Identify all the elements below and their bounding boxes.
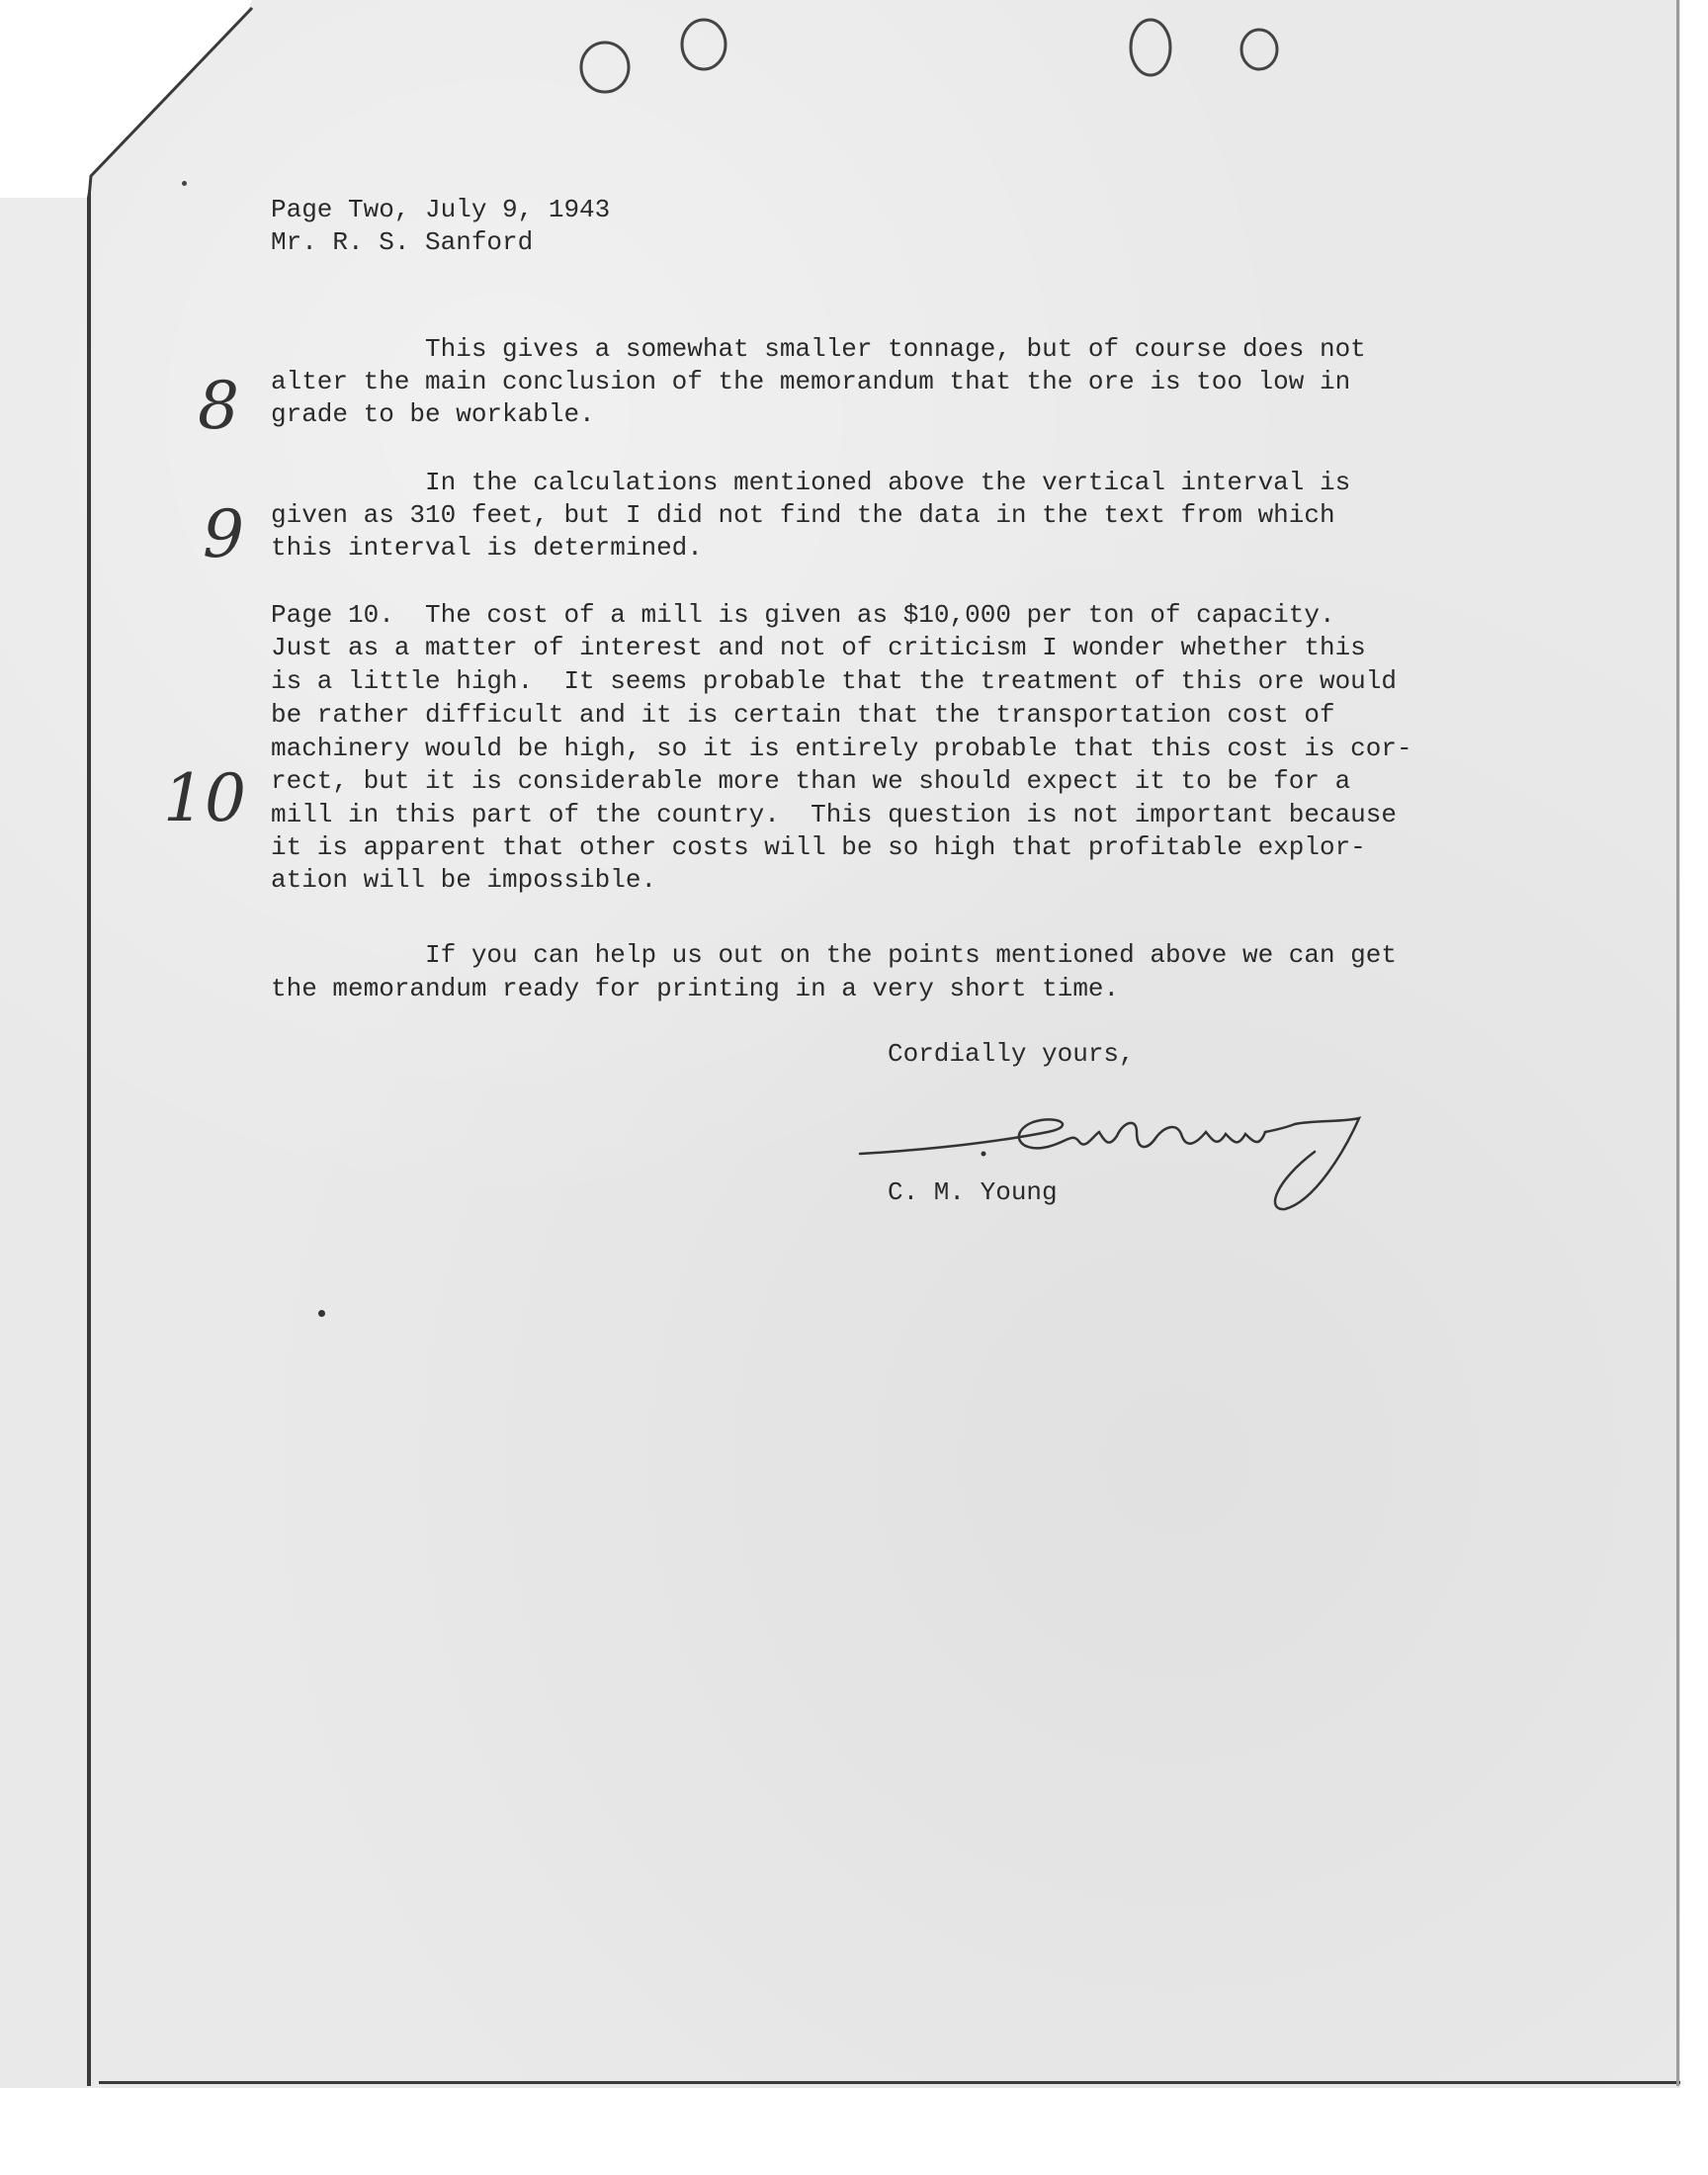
paragraph-line: is a little high. It seems probable that the treatment of this ore would (271, 666, 1397, 696)
paragraph-line: mill in this part of the country. This question is not important because (271, 800, 1397, 829)
page-left-edge (87, 178, 91, 2086)
paragraph-line: alter the main conclusion of the memorandum that the ore is too low in (271, 367, 1351, 396)
paragraph-line: If you can help us out on the points mentioned above we can get (271, 940, 1397, 970)
speck (318, 1310, 325, 1317)
page-bottom-edge (99, 2081, 1680, 2084)
paragraph-line: Just as a matter of interest and not of criticism I wonder whether this (271, 633, 1366, 662)
paragraph-line: machinery would be high, so it is entirely probable that this cost is cor- (271, 734, 1412, 763)
page-header-date: Page Two, July 9, 1943 (271, 195, 611, 224)
torn-corner (0, 0, 297, 198)
margin-note-9: 9 (203, 496, 244, 572)
paragraph-line: Page 10. The cost of a mill is given as $10,000 per ton of capacity. (271, 600, 1335, 630)
paragraph-line: the memorandum ready for printing in a very short time. (271, 974, 1120, 1003)
paragraph-line: In the calculations mentioned above the vertical interval is (271, 468, 1351, 497)
paragraph-line: given as 310 feet, but I did not find the data in the text from which (271, 500, 1335, 530)
page-right-edge (1676, 0, 1679, 2086)
speck (182, 181, 187, 186)
hole-punch-marks (554, 0, 1305, 109)
margin-note-8: 8 (198, 368, 239, 444)
paragraph-line: grade to be workable. (271, 399, 595, 429)
paragraph-line: rect, but it is considerable more than we should expect it to be for a (271, 766, 1351, 796)
paragraph-line: ation will be impossible. (271, 865, 657, 895)
page-header-recipient: Mr. R. S. Sanford (271, 227, 534, 257)
paragraph-line: it is apparent that other costs will be so high that profitable explor- (271, 832, 1366, 862)
closing-salutation: Cordially yours, (888, 1039, 1135, 1069)
margin-note-10: 10 (163, 760, 246, 836)
paragraph-line: this interval is determined. (271, 533, 703, 563)
paragraph-line: be rather difficult and it is certain that the transportation cost of (271, 700, 1335, 730)
paragraph-line: This gives a somewhat smaller tonnage, but of course does not (271, 334, 1366, 364)
signer-name: C. M. Young (888, 1177, 1058, 1207)
